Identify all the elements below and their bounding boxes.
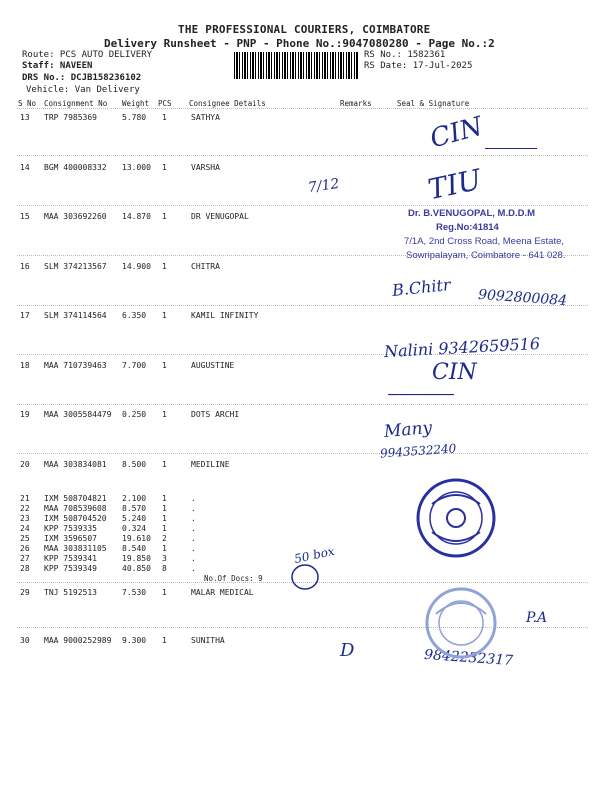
- consignee: DR VENUGOPAL: [191, 212, 249, 221]
- consignment-no: TNJ 5192513: [44, 588, 97, 597]
- col-weight: Weight: [122, 99, 150, 108]
- consignee: AUGUSTINE: [191, 361, 235, 370]
- doctor-stamp-line3: 7/1A, 2nd Cross Road, Meena Estate,: [404, 236, 565, 247]
- pcs: 1: [162, 636, 167, 645]
- consignee: VARSHA: [191, 163, 220, 172]
- consignment-no: BGM 400008332: [44, 163, 107, 172]
- dot: .: [191, 504, 196, 513]
- consignee: KAMIL INFINITY: [191, 311, 259, 320]
- weight: 8.540: [122, 544, 147, 553]
- weight: 14.870: [122, 212, 151, 221]
- consignment-no: SLM 374114564: [44, 311, 107, 320]
- runsheet-title: Delivery Runsheet - PNP - Phone No.:9047080280 - Page No.:2: [104, 37, 495, 50]
- header-rule: [17, 108, 588, 109]
- sno: 13: [20, 113, 30, 122]
- consignee: SATHYA: [191, 113, 220, 122]
- dot: .: [191, 524, 196, 533]
- pharmacy-seal-icon: [424, 586, 498, 660]
- row-divider: [17, 305, 588, 306]
- weight: 14.900: [122, 262, 151, 271]
- pcs: 1: [162, 212, 167, 221]
- sno: 26: [20, 544, 30, 553]
- weight: 19.850: [122, 554, 151, 563]
- dot: .: [191, 534, 196, 543]
- sno: 27: [20, 554, 30, 563]
- pcs: 1: [162, 524, 167, 533]
- doctor-stamp-line2: Reg.No:41814: [436, 222, 499, 233]
- consignee: MALAR MEDICAL: [191, 588, 254, 597]
- mediline-seal-icon: [414, 476, 498, 560]
- consignment-no: IXM 508704520: [44, 514, 107, 523]
- doctor-stamp-line1: Dr. B.VENUGOPAL, M.D.D.M: [408, 208, 536, 219]
- dot: .: [191, 554, 196, 563]
- pcs: 1: [162, 361, 167, 370]
- dot: .: [191, 564, 196, 573]
- sno: 19: [20, 410, 30, 419]
- weight: 6.350: [122, 311, 147, 320]
- sno: 21: [20, 494, 30, 503]
- handwriting: D: [340, 640, 355, 661]
- consignment-no: IXM 508704821: [44, 494, 107, 503]
- pcs: 2: [162, 534, 167, 543]
- drs-number: DRS No.: DCJB158236102: [22, 73, 142, 83]
- handwriting: 9092800084: [477, 286, 568, 310]
- pcs: 8: [162, 564, 167, 573]
- pcs: 1: [162, 311, 167, 320]
- handwriting: Nalini 9342659516: [383, 333, 541, 362]
- handwriting: CIN: [432, 360, 477, 385]
- handwriting: CIN: [427, 111, 486, 155]
- weight: 40.850: [122, 564, 151, 573]
- col-sno: S No: [18, 99, 37, 108]
- weight: 0.324: [122, 524, 147, 533]
- col-consignment: Consignment No: [44, 99, 108, 108]
- pcs: 1: [162, 504, 167, 513]
- handwriting: TIU: [425, 162, 485, 207]
- dot: .: [191, 544, 196, 553]
- sno: 17: [20, 311, 30, 320]
- consignee: DOTS ARCHI: [191, 410, 240, 419]
- consignee: SUNITHA: [191, 636, 225, 645]
- handwriting: ————: [485, 141, 537, 156]
- consignment-no: MAA 710739463: [44, 361, 107, 370]
- weight: 7.530: [122, 588, 147, 597]
- sno: 24: [20, 524, 30, 533]
- weight: 13.000: [122, 163, 151, 172]
- route: Route: PCS AUTO DELIVERY: [22, 50, 153, 60]
- barcode: [234, 52, 358, 79]
- handwriting: 7/12: [307, 175, 341, 197]
- sno: 15: [20, 212, 30, 221]
- sno: 29: [20, 588, 30, 597]
- row-divider: [17, 627, 588, 628]
- handwriting: P.A: [526, 610, 548, 626]
- col-seal: Seal & Signature: [397, 99, 470, 108]
- sno: 16: [20, 262, 30, 271]
- company-name: THE PROFESSIONAL COURIERS, COIMBATORE: [178, 23, 431, 36]
- weight: 7.700: [122, 361, 147, 370]
- sno: 25: [20, 534, 30, 543]
- row-divider: [17, 453, 588, 454]
- pcs: 1: [162, 494, 167, 503]
- docs-count: No.Of Docs: 9: [204, 574, 263, 583]
- consignment-no: KPP 7539349: [44, 564, 97, 573]
- sno: 22: [20, 504, 30, 513]
- pcs: 1: [162, 410, 167, 419]
- handwriting: 9842232317: [423, 646, 514, 670]
- weight: 2.100: [122, 494, 147, 503]
- vehicle: Vehicle: Van Delivery: [26, 85, 140, 95]
- sno: 14: [20, 163, 30, 172]
- row-divider: [17, 205, 588, 206]
- col-pcs: PCS: [158, 99, 172, 108]
- handwriting: B.Chitr: [391, 274, 452, 301]
- handwriting: ——————: [388, 388, 454, 401]
- handwriting: 9943532240: [379, 441, 457, 461]
- pcs: 1: [162, 460, 167, 469]
- row-divider: [17, 404, 588, 405]
- handwriting: 50 box: [292, 543, 336, 567]
- sno: 18: [20, 361, 30, 370]
- pcs: 1: [162, 588, 167, 597]
- pcs: 1: [162, 544, 167, 553]
- consignment-no: MAA 9000252989: [44, 636, 112, 645]
- consignment-no: MAA 303831105: [44, 544, 107, 553]
- weight: 5.240: [122, 514, 147, 523]
- consignment-no: MAA 708539608: [44, 504, 107, 513]
- weight: 9.300: [122, 636, 147, 645]
- pcs: 3: [162, 554, 167, 563]
- consignment-no: TRP 7985369: [44, 113, 97, 122]
- consignment-no: SLM 374213567: [44, 262, 107, 271]
- consignment-no: KPP 7539335: [44, 524, 97, 533]
- consignee: CHITRA: [191, 262, 220, 271]
- consignment-no: IXM 3596507: [44, 534, 97, 543]
- col-remarks: Remarks: [340, 99, 372, 108]
- weight: 5.780: [122, 113, 147, 122]
- weight: 19.610: [122, 534, 151, 543]
- consignment-no: KPP 7539341: [44, 554, 97, 563]
- consignment-no: MAA 3005584479: [44, 410, 112, 419]
- sno: 23: [20, 514, 30, 523]
- dot: .: [191, 514, 196, 523]
- staff: Staff: NAVEEN: [22, 61, 93, 71]
- consignment-no: MAA 303692260: [44, 212, 107, 221]
- pcs: 1: [162, 262, 167, 271]
- handwriting: Many: [383, 417, 433, 443]
- sno: 20: [20, 460, 30, 469]
- weight: 0.250: [122, 410, 147, 419]
- sno: 28: [20, 564, 30, 573]
- dot: .: [191, 494, 196, 503]
- col-consignee: Consignee Details: [189, 99, 266, 108]
- circle-mark-icon: [290, 562, 320, 592]
- doctor-stamp-line4: Sowripalayam, Coimbatore - 641 028.: [406, 250, 566, 261]
- rs-number: RS No.: 1582361: [364, 50, 446, 60]
- sno: 30: [20, 636, 30, 645]
- weight: 8.500: [122, 460, 147, 469]
- pcs: 1: [162, 514, 167, 523]
- rs-date: RS Date: 17-Jul-2025: [364, 61, 473, 71]
- pcs: 1: [162, 113, 167, 122]
- pcs: 1: [162, 163, 167, 172]
- consignment-no: MAA 303834081: [44, 460, 107, 469]
- weight: 8.570: [122, 504, 147, 513]
- consignee: MEDILINE: [191, 460, 230, 469]
